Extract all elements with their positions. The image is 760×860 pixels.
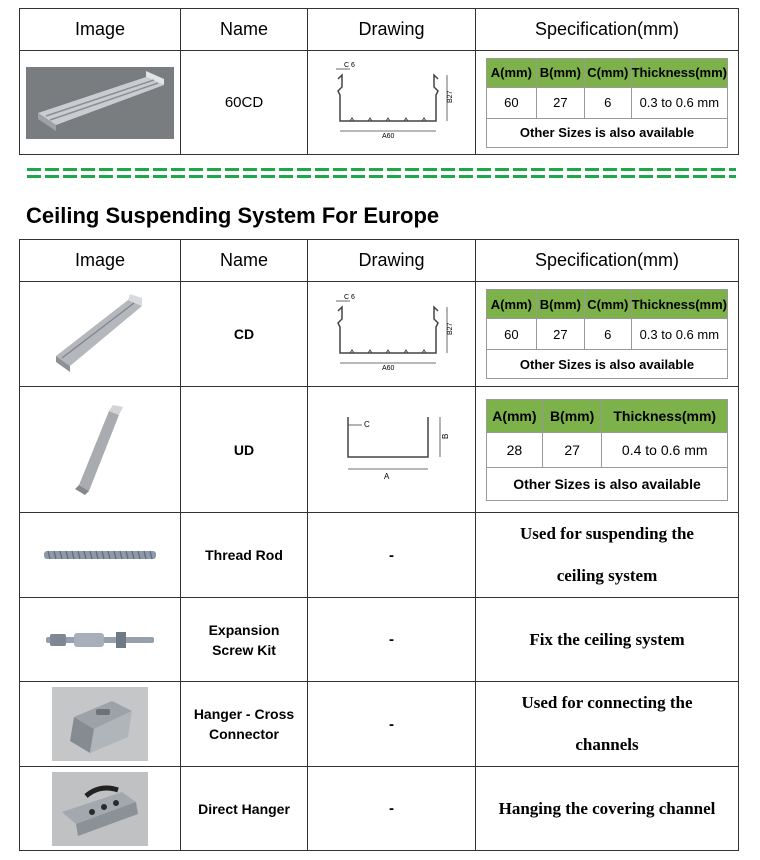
product-name-direct-hanger: Direct Hanger [181, 767, 308, 851]
header-drawing: Drawing [308, 240, 476, 282]
name-line-1: Expansion [208, 621, 280, 638]
spec-header-thickness: Thickness(mm) [631, 290, 727, 319]
product-photo-60cd [20, 51, 181, 155]
spec-note: Other Sizes is also available [487, 350, 728, 379]
spec-header-c: C(mm) [584, 58, 631, 87]
drawing-b-label: B27 [446, 322, 454, 335]
table-row [20, 282, 739, 387]
spec-note: Other Sizes is also available [487, 118, 728, 147]
header-drawing: Drawing [308, 9, 476, 51]
drawing-direct-hanger: - [308, 767, 476, 851]
spec-value-b: 27 [542, 432, 602, 467]
header-specification: Specification(mm) [476, 240, 739, 282]
name-line-2: Screw Kit [212, 641, 276, 658]
spec-header-a: A(mm) [487, 290, 537, 319]
drawing-a-label: A60 [381, 364, 394, 371]
product-name-cd: CD [181, 282, 308, 387]
spec-value-c: 6 [584, 319, 631, 350]
hanger-cross-connector-photo [52, 687, 148, 761]
drawing-c-label: C 6 [343, 62, 355, 69]
header-name: Name [181, 240, 308, 282]
table-row [20, 387, 739, 513]
table-row [20, 513, 739, 598]
cd-profile-drawing [322, 293, 462, 371]
spec-value-thickness: 0.3 to 0.6 mm [631, 87, 727, 118]
table-row [20, 682, 739, 767]
description-hanger [476, 682, 739, 767]
drawing-b-label: B27 [446, 90, 454, 103]
top-product-table [19, 8, 739, 155]
product-name-hanger [181, 682, 308, 767]
drawing-hanger: - [308, 682, 476, 767]
drawing-cd [308, 282, 476, 387]
description-direct-hanger: Hanging the covering channel [476, 767, 739, 851]
spec-60cd [476, 51, 739, 155]
drawing-b-label: B [440, 433, 450, 439]
cd-profile-photo [26, 67, 174, 139]
section-title: Ceiling Suspending System For Europe [26, 203, 440, 228]
spec-header-b: B(mm) [536, 290, 584, 319]
spec-cd [476, 282, 739, 387]
spec-header-a: A(mm) [487, 58, 537, 87]
drawing-c-label: C 6 [343, 293, 355, 301]
spec-value-b: 27 [536, 319, 584, 350]
description-thread-rod [476, 513, 739, 598]
thread-rod-photo [42, 547, 158, 563]
drawing-a-label: A60 [381, 133, 394, 139]
product-name-ud: UD [181, 387, 308, 513]
header-specification: Specification(mm) [476, 9, 739, 51]
drawing-60cd [308, 51, 476, 155]
header-image: Image [20, 240, 181, 282]
product-photo-cd [20, 282, 181, 387]
spec-value-a: 60 [487, 87, 537, 118]
drawing-c-label: C [363, 420, 370, 429]
product-photo-hanger [20, 682, 181, 767]
header-image: Image [20, 9, 181, 51]
spec-value-a: 28 [487, 432, 543, 467]
drawing-ud [308, 387, 476, 513]
product-photo-expansion [20, 598, 181, 682]
description-line-1: Used for connecting the [521, 693, 693, 712]
product-photo-direct-hanger [20, 767, 181, 851]
cd-channel-photo [50, 294, 150, 374]
spec-table-ud [486, 399, 728, 501]
name-line-2: Connector [209, 726, 279, 742]
spec-table-60cd [486, 58, 728, 148]
drawing-expansion: - [308, 598, 476, 682]
product-name-thread-rod: Thread Rod [181, 513, 308, 598]
table-row [20, 767, 739, 851]
spec-table-cd [486, 289, 728, 379]
drawing-thread-rod: - [308, 513, 476, 598]
description-expansion: Fix the ceiling system [476, 598, 739, 682]
spec-header-thickness: Thickness(mm) [602, 399, 728, 432]
spec-note: Other Sizes is also available [487, 467, 728, 500]
ud-profile-drawing [322, 407, 462, 487]
direct-hanger-photo [52, 772, 148, 846]
spec-header-b: B(mm) [542, 399, 602, 432]
spec-header-b: B(mm) [536, 58, 584, 87]
spec-header-a: A(mm) [487, 399, 543, 432]
product-name-expansion [181, 598, 308, 682]
spec-value-c: 6 [584, 87, 631, 118]
spec-value-thickness: 0.3 to 0.6 mm [631, 319, 727, 350]
product-photo-thread-rod [20, 513, 181, 598]
ceiling-system-table [19, 239, 739, 851]
description-line-1: Used for suspending the [520, 524, 694, 543]
product-name-60cd: 60CD [181, 51, 308, 155]
spec-header-thickness: Thickness(mm) [631, 58, 727, 87]
description-line-2: ceiling system [556, 566, 658, 585]
spec-value-thickness: 0.4 to 0.6 mm [602, 432, 728, 467]
drawing-a-label: A [383, 472, 389, 481]
expansion-screw-photo [44, 629, 156, 651]
spec-ud [476, 387, 739, 513]
spec-header-c: C(mm) [584, 290, 631, 319]
name-line-1: Hanger - Cross [193, 706, 295, 722]
product-photo-ud [20, 387, 181, 513]
cd-profile-drawing [322, 61, 462, 139]
description-line-2: channels [575, 735, 639, 754]
ud-channel-photo [65, 405, 135, 495]
spec-value-a: 60 [487, 319, 537, 350]
spec-value-b: 27 [536, 87, 584, 118]
header-name: Name [181, 9, 308, 51]
green-dashed-divider [27, 168, 736, 181]
table-row [20, 598, 739, 682]
